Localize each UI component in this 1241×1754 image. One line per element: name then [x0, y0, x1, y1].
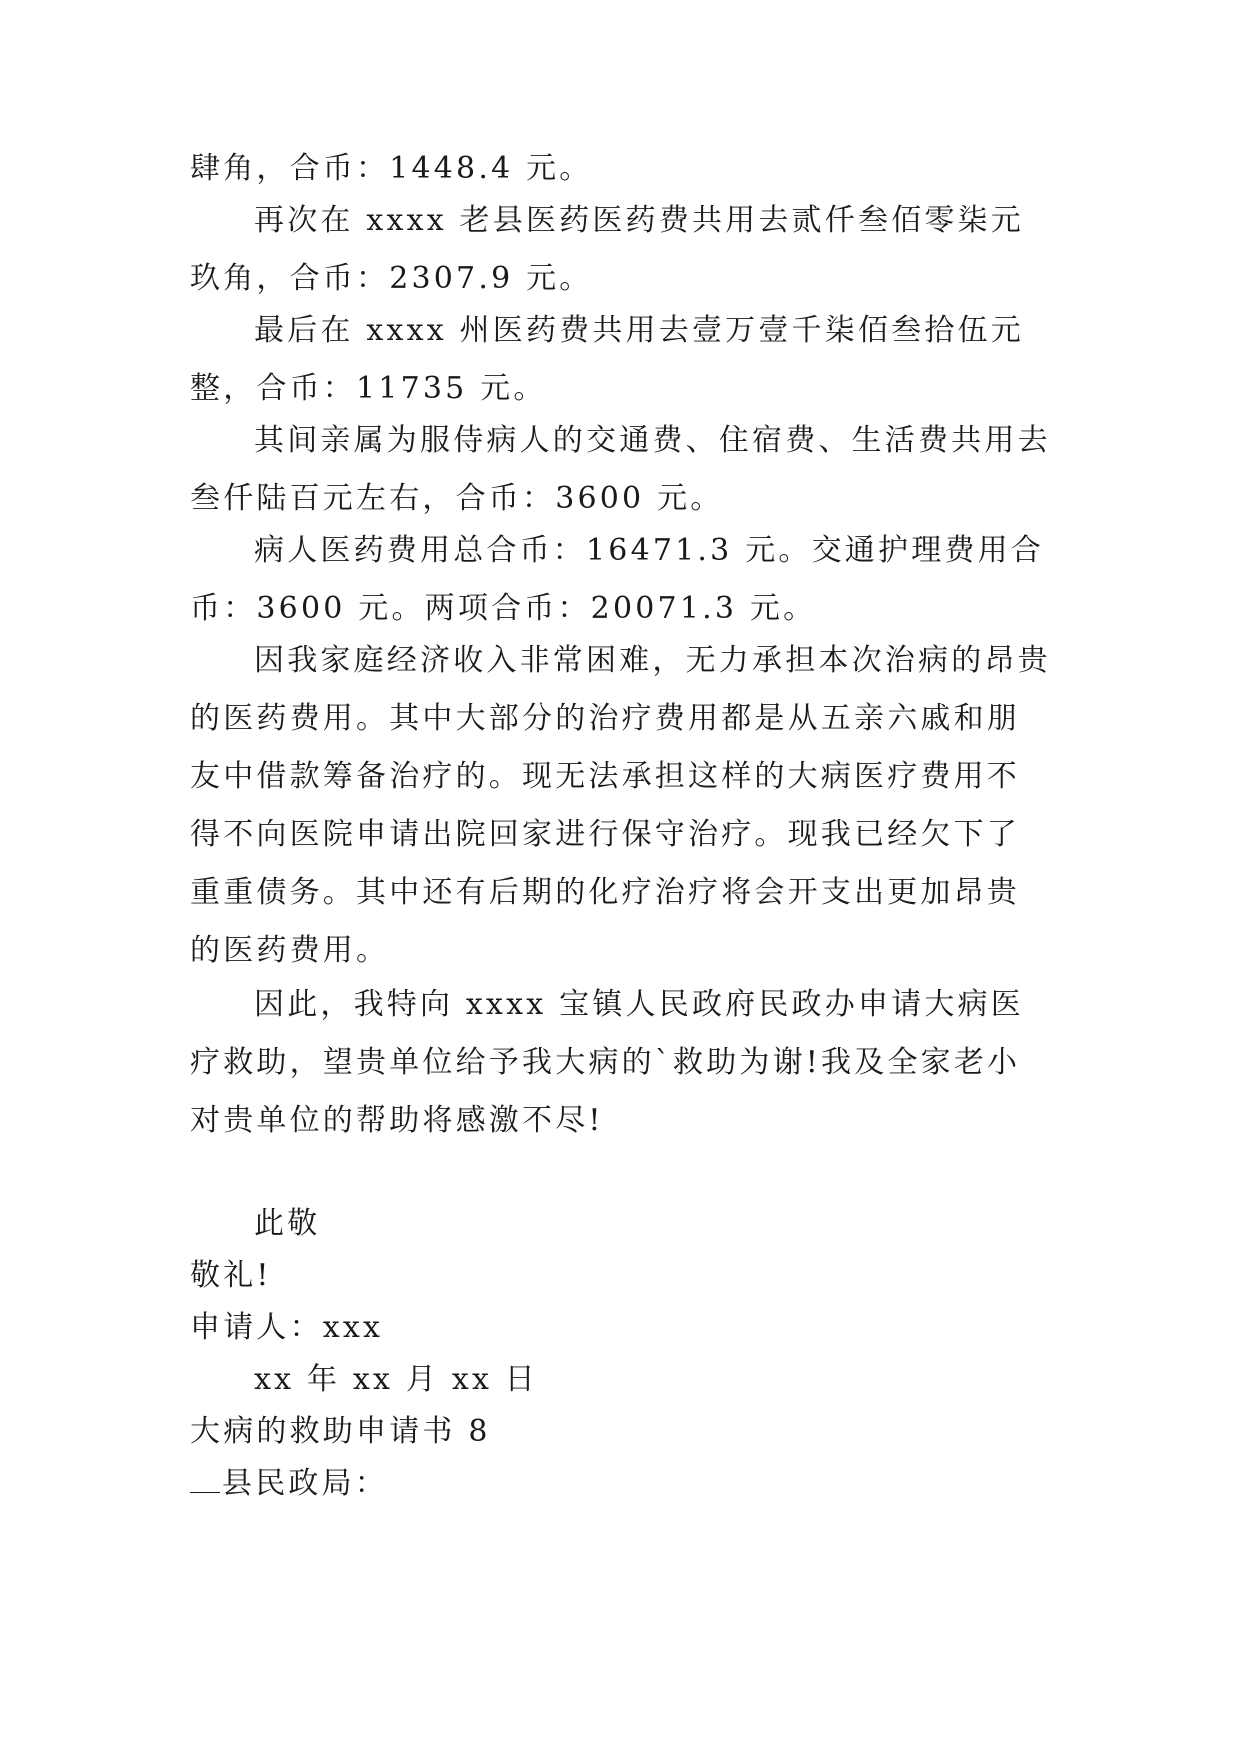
- paragraph-7: 因此，我特向 xxxx 宝镇人民政府民政办申请大病医疗救助，望贵单位给予我大病的`救助为谢!我及全家老小对贵单位的帮助将感激不尽!: [190, 987, 1024, 1138]
- paragraph-2: 再次在 xxxx 老县医药医药费共用去贰仟叁佰零柒元玖角，合币：2307.9 元。: [190, 203, 1024, 296]
- recipient-blank-underline: [190, 1492, 220, 1493]
- salute-line: 敬礼!: [190, 1258, 272, 1293]
- paragraph-3: 最后在 xxxx 州医药费共用去壹万壹千柒佰叁拾伍元整，合币：11735 元。: [190, 313, 1024, 406]
- paragraph-1: 肆角，合币：1448.4 元。: [190, 151, 593, 186]
- applicant-line: 申请人：xxx: [190, 1310, 384, 1345]
- paragraph-5: 病人医药费用总合币：16471.3 元。交通护理费用合币：3600 元。两项合币：20071.3 元。: [190, 533, 1044, 626]
- closing-line: 此敬: [254, 1206, 321, 1241]
- recipient-text: 县民政局：: [222, 1466, 388, 1501]
- next-letter-title: 大病的救助申请书 8: [190, 1414, 491, 1449]
- date-line: xx 年 xx 月 xx 日: [254, 1362, 538, 1397]
- recipient-line: [190, 1458, 388, 1502]
- paragraph-6: 因我家庭经济收入非常困难，无力承担本次治病的昂贵的医药费用。其中大部分的治疗费用都是从五亲六戚和朋友中借款筹备治疗的。现无法承担这样的大病医疗费用不得不向医院申请出院回家进行保守治疗。现我已经欠下了重重债务。其中还有后期的化疗治疗将会开支出更加昂贵的医药费用。: [190, 643, 1051, 968]
- paragraph-4: 其间亲属为服侍病人的交通费、住宿费、生活费共用去叁仟陆百元左右，合币：3600 元。: [190, 423, 1051, 516]
